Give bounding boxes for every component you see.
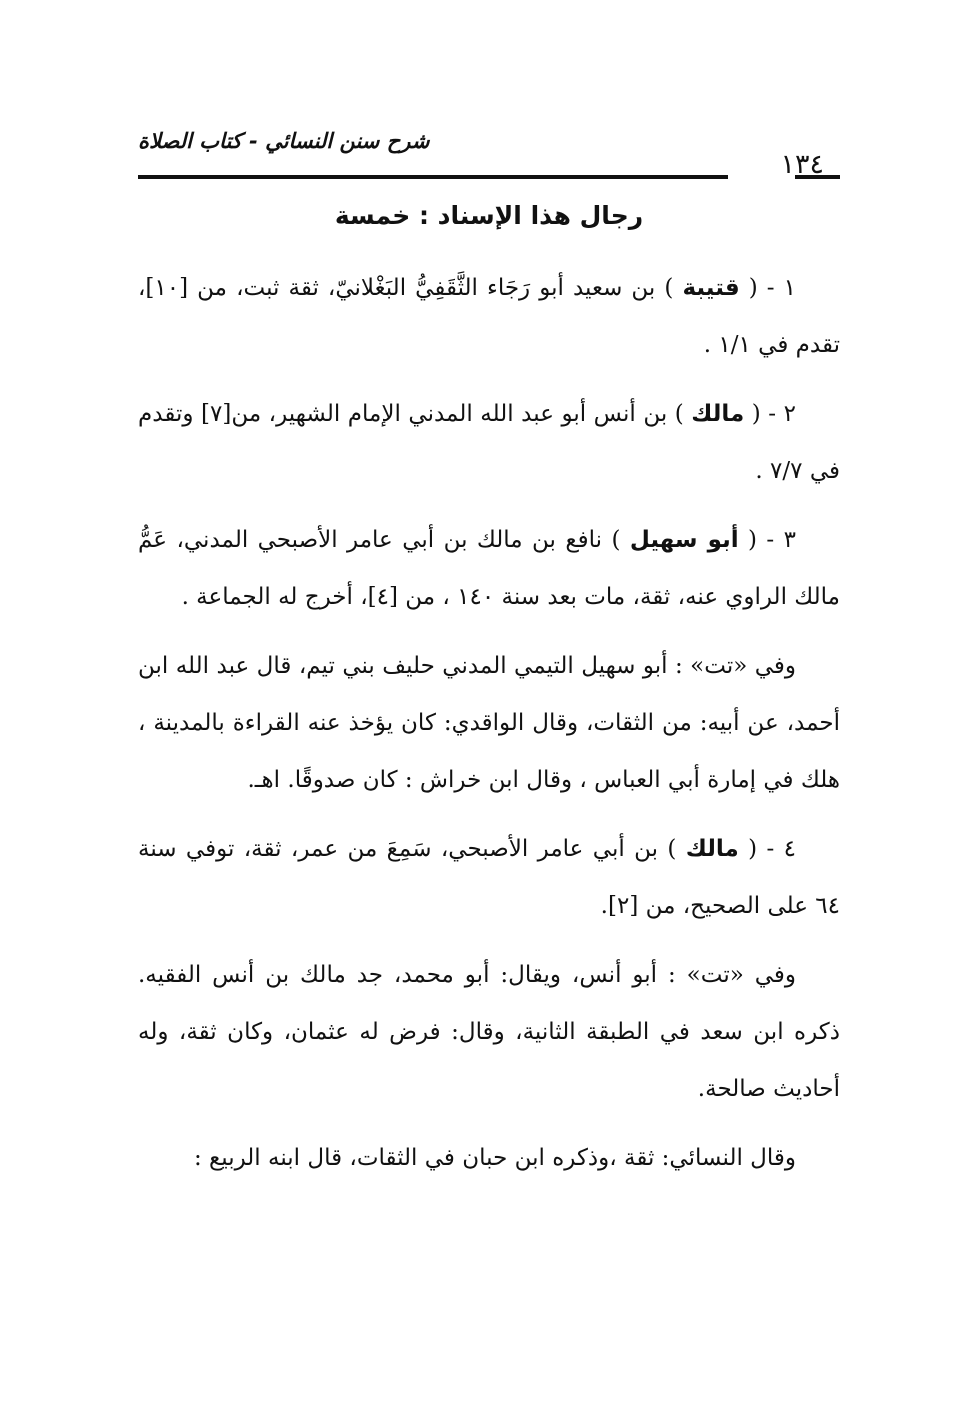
note-paragraph-3: وقال النسائي: ثقة ،وذكره ابن حبان في الثقات، قال ابنه الربيع : <box>193 1145 796 1171</box>
entry-number: ٤ - <box>757 836 796 862</box>
narrator-name: مالك <box>691 401 745 427</box>
paren-close: ) <box>664 275 683 301</box>
paren-close: ) <box>674 401 692 427</box>
section-title: رجال هذا الإسناد : خمسة <box>334 201 644 230</box>
paren-open: ( <box>738 527 757 553</box>
narrator-entry-2 <box>138 386 840 500</box>
paren-close: ) <box>667 836 686 862</box>
header-rule <box>138 175 728 179</box>
entry-number: ١ - <box>757 275 796 301</box>
narrator-name: أبو سهيل <box>629 527 739 553</box>
entry-text: بن أنس أبو عبد الله المدني الإمام الشهير، من[٧] وتقدم في ٧/٧ . <box>138 401 840 484</box>
entry-text: بن سعيد أبو رَجَاء الثَّقَفِيُّ البَغْلانيّ، ثقة ثبت، من [١٠]، تقدم في ١/١ . <box>138 275 840 358</box>
entry-text: بن أبي عامر الأصبحي، سَمِعَ من عمر، ثقة، توفي سنة ٦٤ على الصحيح، من [٢]. <box>138 836 840 919</box>
narrator-name: قتيبة <box>682 275 740 301</box>
narrator-entry-4 <box>138 821 840 935</box>
narrator-entry-3 <box>138 512 840 626</box>
paren-open: ( <box>744 401 761 427</box>
running-header: شرح سنن النسائي - كتاب الصلاة <box>138 129 430 153</box>
entry-number: ٢ - <box>760 401 796 427</box>
header-rule-short <box>795 175 840 179</box>
paren-close: ) <box>611 527 630 553</box>
note-paragraph-2: وفي «تت» : أبو أنس، ويقال: أبو محمد، جد مالك بن أنس الفقيه. ذكره ابن سعد في الطبقة الثانية، وقال: فرض له عثمان، وكان ثقة، وله أحاديث صالحة. <box>138 962 840 1102</box>
page-number: ١٣٤ <box>780 149 824 180</box>
note-paragraph-1: وفي «تت» : أبو سهيل التيمي المدني حليف بني تيم، قال عبد الله ابن أحمد، عن أبيه: من الثقات، وقال الواقدي: كان يؤخذ عنه القراءة بالمدينة ، هلك في إمارة أبي العباس ، وقال ابن خراش : كان صدوقًا. اهـ. <box>138 653 840 793</box>
narrator-entry-1 <box>138 260 840 374</box>
narrator-name: مالك <box>685 836 739 862</box>
body-text <box>138 260 840 1199</box>
paren-open: ( <box>738 836 758 862</box>
paren-open: ( <box>739 275 758 301</box>
entry-number: ٣ - <box>757 527 796 553</box>
entry-text: نافع بن مالك بن أبي عامر الأصبحي المدني، عَمُّ مالك الراوي عنه، ثقة، مات بعد سنة ١٤٠ ، من [٤]، أخرج له الجماعة . <box>138 527 840 610</box>
